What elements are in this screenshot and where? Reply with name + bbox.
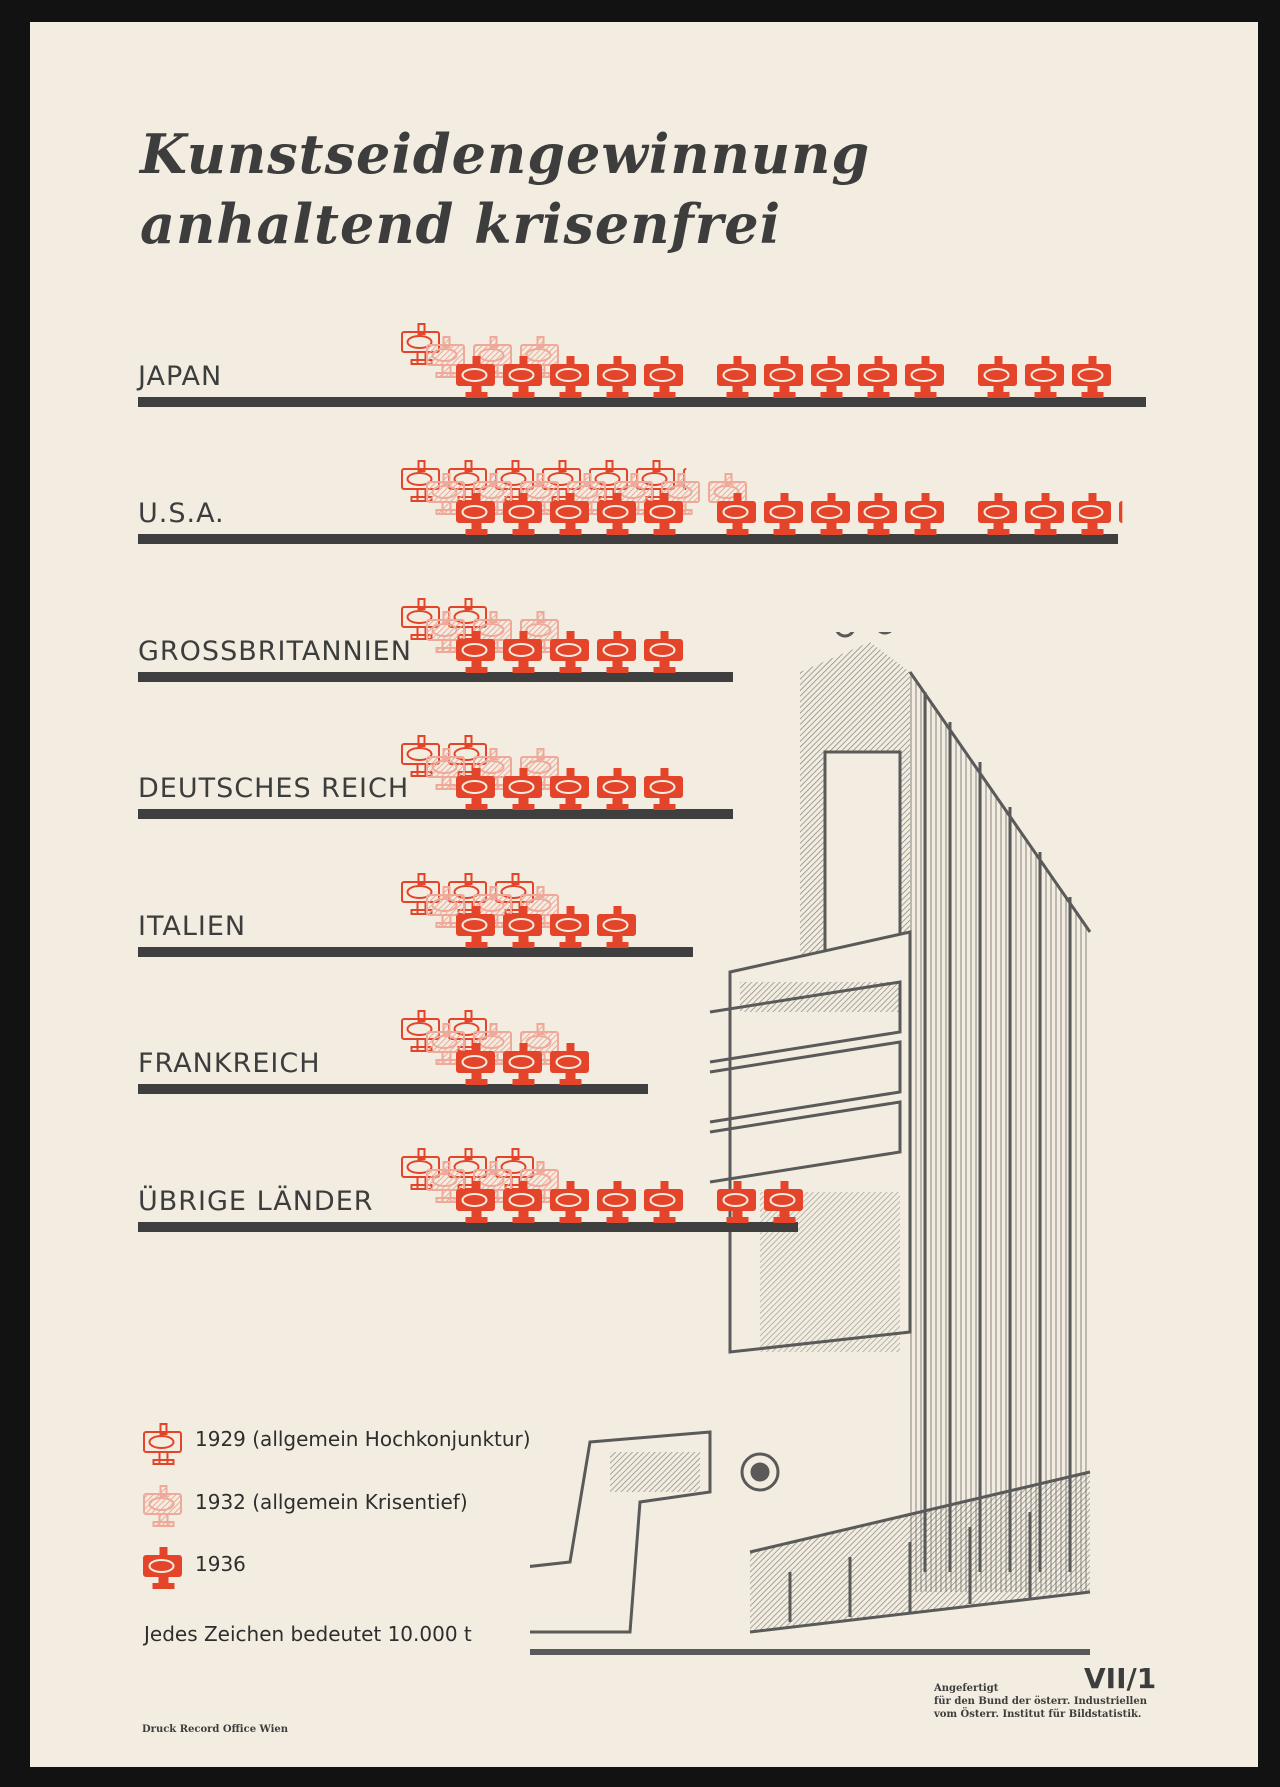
spinning-machine-icon: [1073, 494, 1110, 534]
row-baseline: [138, 534, 1118, 544]
spinning-machine-icon: [765, 494, 802, 534]
spinning-machine-icon: [765, 1182, 802, 1222]
spinning-machine-icon: [859, 357, 896, 397]
spinning-machine-icon: [1120, 494, 1157, 534]
credit-line: vom Österr. Institut für Bildstatistik.: [934, 1709, 1142, 1720]
spinning-machine-icon: [979, 357, 1016, 397]
row-baseline: [138, 809, 733, 819]
spinning-machine-icon: [906, 357, 943, 397]
printer-credit: Druck Record Office Wien: [142, 1724, 289, 1735]
credit-line: Angefertigt: [934, 1683, 999, 1694]
spinning-machine-icon: [598, 357, 635, 397]
poster-sheet: [30, 22, 1258, 1767]
spinning-machine-icon: [144, 1486, 181, 1526]
spinning-machine-icon: [1026, 494, 1063, 534]
category-label: FRANKREICH: [138, 1048, 321, 1079]
legend-label-1936: 1936: [195, 1552, 246, 1576]
spinning-machine-icon: [906, 494, 943, 534]
spinning-machine-icon: [718, 357, 755, 397]
spinning-machine-icon: [765, 357, 802, 397]
title-line-2: anhaltend krisenfrei: [140, 192, 782, 256]
spinning-machine-icon: [645, 357, 682, 397]
spinning-machine-icon: [1073, 357, 1110, 397]
spinning-machine-icon: [598, 632, 635, 672]
spinning-machine-icon: [598, 907, 635, 947]
spinning-machine-icon: [645, 1182, 682, 1222]
row-baseline: [138, 1222, 798, 1232]
category-label: ITALIEN: [138, 911, 247, 942]
row-baseline: [138, 672, 733, 682]
legend-label-1929: 1929 (allgemein Hochkonjunktur): [195, 1427, 531, 1451]
spinning-machine-icon: [812, 494, 849, 534]
legend-label-1932: 1932 (allgemein Krisentief): [195, 1490, 468, 1514]
category-label: ÜBRIGE LÄNDER: [138, 1186, 374, 1217]
row-baseline: [138, 397, 1146, 407]
row-baseline: [138, 947, 693, 957]
category-label: U.S.A.: [138, 498, 225, 529]
row-baseline: [138, 1084, 648, 1094]
spinning-machine-icon: [1026, 357, 1063, 397]
sheet-number: VII/1: [1084, 1662, 1157, 1695]
spinning-machine-icon: [144, 1424, 181, 1464]
spinning-machine-icon: [144, 1548, 181, 1588]
credit-line: für den Bund der österr. Industriellen: [934, 1696, 1147, 1707]
spinning-machine-icon: [645, 632, 682, 672]
category-label: JAPAN: [138, 361, 223, 392]
category-label: GROSSBRITANNIEN: [138, 636, 412, 667]
title-line-1: Kunstseidengewinnung: [140, 122, 871, 186]
spinning-machine-icon: [718, 1182, 755, 1222]
spinning-machine-icon: [812, 357, 849, 397]
legend-unit-note: Jedes Zeichen bedeutet 10.000 t: [144, 1622, 472, 1646]
spinning-machine-icon: [598, 1182, 635, 1222]
category-label: DEUTSCHES REICH: [138, 773, 410, 804]
spinning-machine-icon: [645, 769, 682, 809]
spinning-machine-icon: [859, 494, 896, 534]
spinning-machine-icon: [598, 769, 635, 809]
spinning-machine-icon: [979, 494, 1016, 534]
